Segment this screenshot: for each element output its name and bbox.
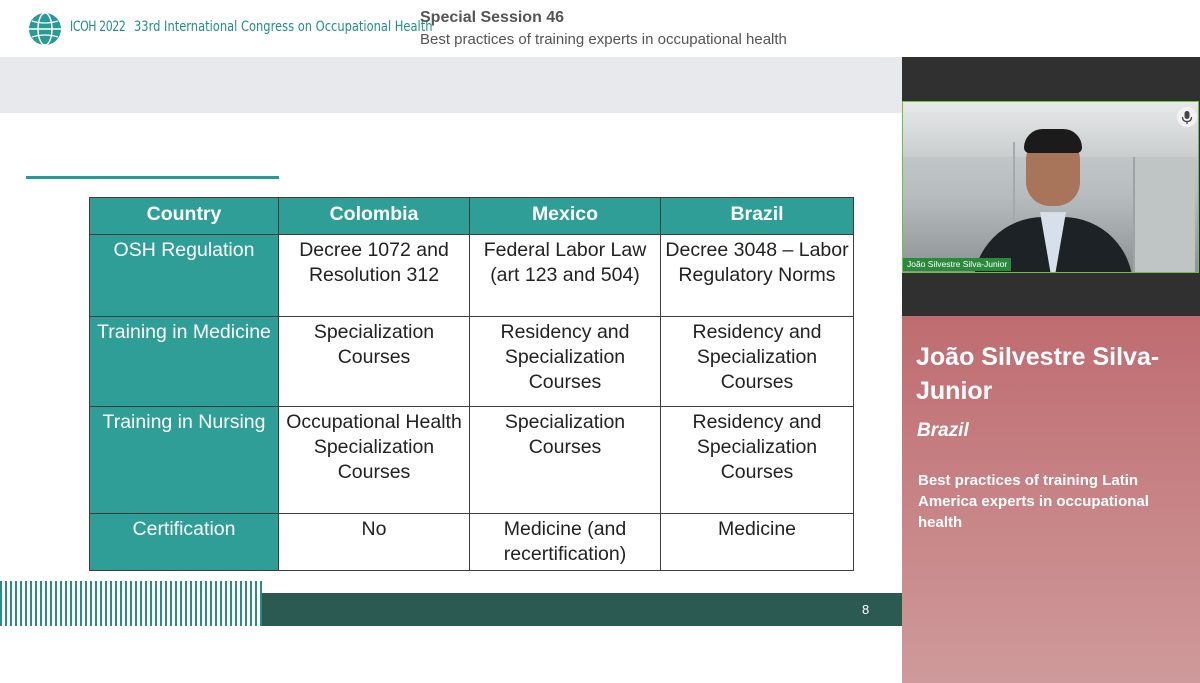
congress-title: 33rd International Congress on Occupational Health [134,19,433,35]
table-cell: Residency and Specialization Courses [661,317,854,407]
table-row [90,317,854,407]
row-header: Certification [90,514,279,571]
slide-title-underline [26,176,279,179]
slide-page-number: 8 [862,602,870,617]
slide-top-band [0,57,902,113]
row-header: Training in Medicine [90,317,279,407]
column-header: Country [90,198,279,235]
table-cell: Residency and Specialization Courses [470,317,661,407]
microphone-icon[interactable] [1177,107,1197,127]
speaker-country: Brazil [917,420,969,441]
column-header: Colombia [279,198,470,235]
table-cell: Residency and Specialization Courses [661,407,854,514]
row-header: OSH Regulation [90,235,279,317]
footer-stripe-pattern [0,581,262,626]
column-header: Mexico [470,198,661,235]
table-row [90,235,854,317]
event-logo-text: ICOH 2022 [70,19,126,35]
globe-logo-icon [28,12,62,46]
session-title: Special Session 46 [420,9,565,26]
table-cell: Medicine [661,514,854,571]
table-row [90,514,854,571]
comparison-table [89,197,854,571]
table-cell: Medicine (and recertification) [470,514,661,571]
column-header: Brazil [661,198,854,235]
speaker-name: João Silvestre Silva-Junior [916,343,1160,405]
video-name-tag: João Silvestre Silva-Junior [903,258,1011,271]
table-cell: Federal Labor Law (art 123 and 504) [470,235,661,317]
event-header [0,0,1200,57]
table-cell: Occupational Health Specialization Courses [279,407,470,514]
row-header: Training in Nursing [90,407,279,514]
table-cell: Decree 3048 – Labor Regulatory Norms [661,235,854,317]
session-subtitle: Best practices of training experts in occupational health [420,31,787,48]
presentation-slide [0,57,902,683]
table-row [90,407,854,514]
footer-bar [262,593,902,626]
table-cell: Decree 1072 and Resolution 312 [279,235,470,317]
speaker-video[interactable] [902,101,1199,273]
table-header-row [90,198,854,235]
table-cell: Specialization Courses [279,317,470,407]
table-cell: No [279,514,470,571]
speaker-topic: Best practices of training Latin America experts in occupational health [918,472,1149,531]
table-cell: Specialization Courses [470,407,661,514]
